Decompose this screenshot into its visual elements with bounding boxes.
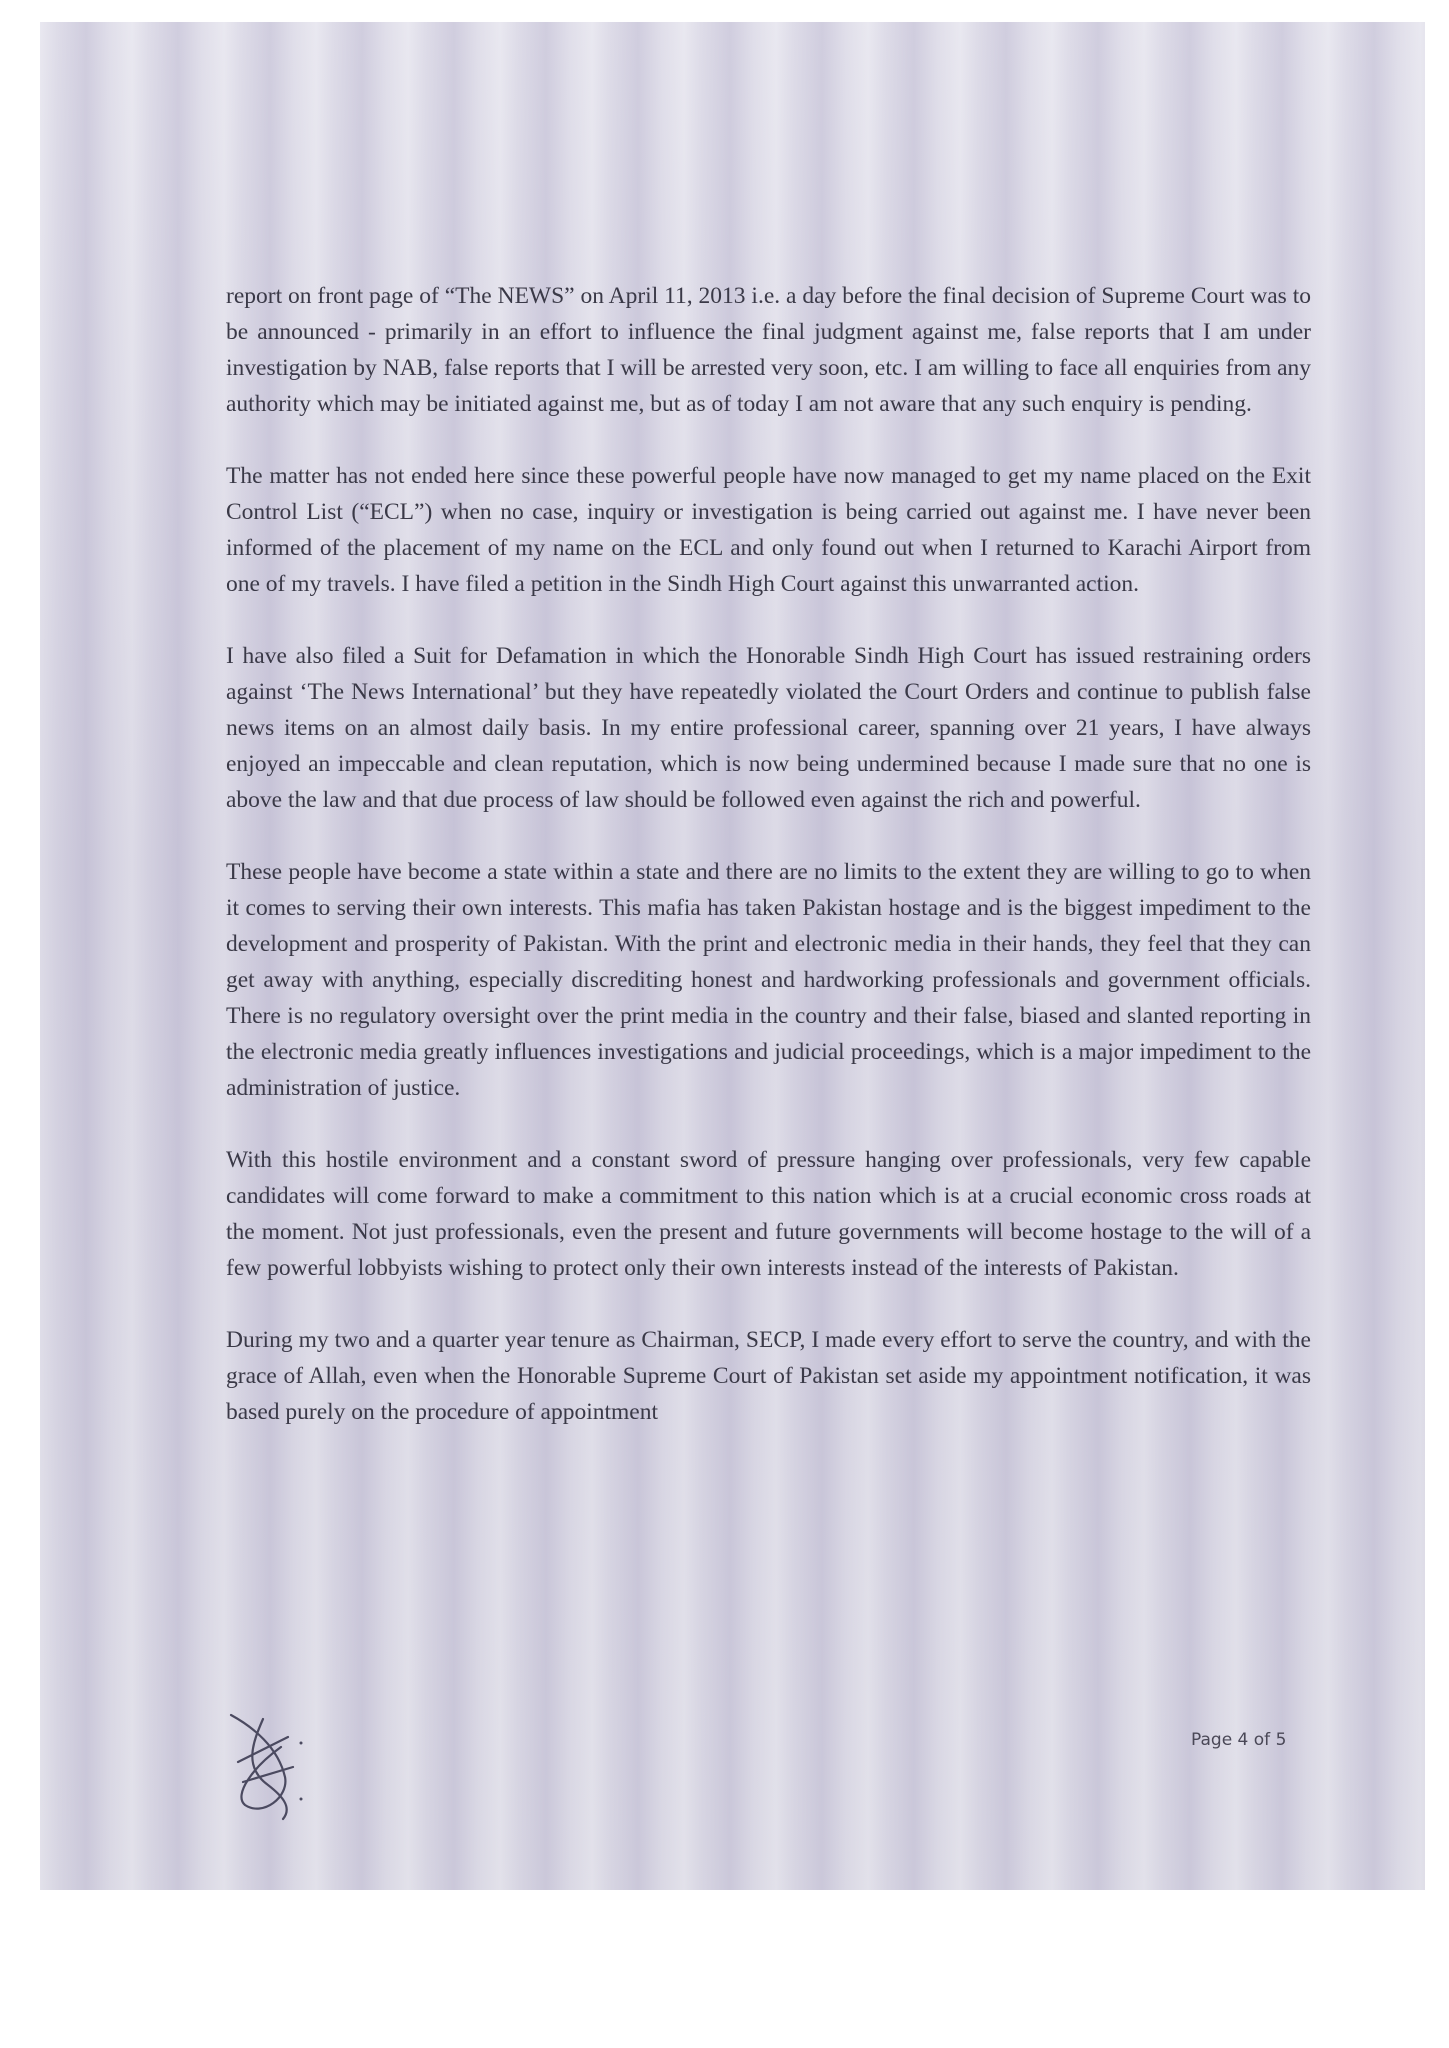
paragraph-3: I have also filed a Suit for Defamation in which the Honorable Sindh High Court has issued restraining orders against ‘The News International’ but they have repeatedly violated the Court Orders and continue to publish false news items on an almost daily basis. In my entire professional career, spanning over 21 years, I have always enjoyed an impeccable and clean reputation, which is now being undermined because I made sure that no one is above the law and that due process of law should be followed even against the rich and powerful. bbox=[226, 643, 1311, 813]
paragraph-6: During my two and a quarter year tenure as Chairman, SECP, I made every effort to serve the country, and with the grace of Allah, even when the Honorable Supreme Court of Pakistan set aside my appointment notification, it was based purely on the procedure of appointment bbox=[226, 1327, 1311, 1425]
signature-initials bbox=[223, 1707, 303, 1827]
paragraph-5: With this hostile environment and a constant sword of pressure hanging over professionals, very few capable candidates will come forward to make a commitment to this nation which is at a crucial economic cross roads at the moment. Not just professionals, even the present and future governments will become hostage to the will of a few powerful lobbyists wishing to protect only their own interests instead of the interests of Pakistan. bbox=[226, 1147, 1311, 1281]
paragraph-4: These people have become a state within a state and there are no limits to the extent they are willing to go to when it comes to serving their own interests. This mafia has taken Pakistan hostage and is the biggest impediment to the development and prosperity of Pakistan. With the print and electronic media in their hands, they feel that they can get away with anything, especially discrediting honest and hardworking professionals and government officials. There is no regulatory oversight over the print media in the country and their false, biased and slanted reporting in the electronic media greatly influences investigations and judicial proceedings, which is a major impediment to the administration of justice. bbox=[226, 859, 1311, 1101]
scanned-page bbox=[40, 22, 1425, 1890]
paragraph-1: report on front page of “The NEWS” on April 11, 2013 i.e. a day before the final decision of Supreme Court was to be announced - primarily in an effort to influence the final judgment against me, false reports that I am under investigation by NAB, false reports that I will be arrested very soon, etc. I am willing to face all enquiries from any authority which may be initiated against me, but as of today I am not aware that any such enquiry is pending. bbox=[226, 283, 1311, 417]
page-number: Page 4 of 5 bbox=[1191, 1730, 1287, 1750]
paragraph-2: The matter has not ended here since these powerful people have now managed to get my name placed on the Exit Control List (“ECL”) when no case, inquiry or investigation is being carried out against me. I have never been informed of the placement of my name on the ECL and only found out when I returned to Karachi Airport from one of my travels. I have filed a petition in the Sindh High Court against this unwarranted action. bbox=[226, 463, 1311, 597]
letter-body bbox=[226, 278, 1311, 1466]
